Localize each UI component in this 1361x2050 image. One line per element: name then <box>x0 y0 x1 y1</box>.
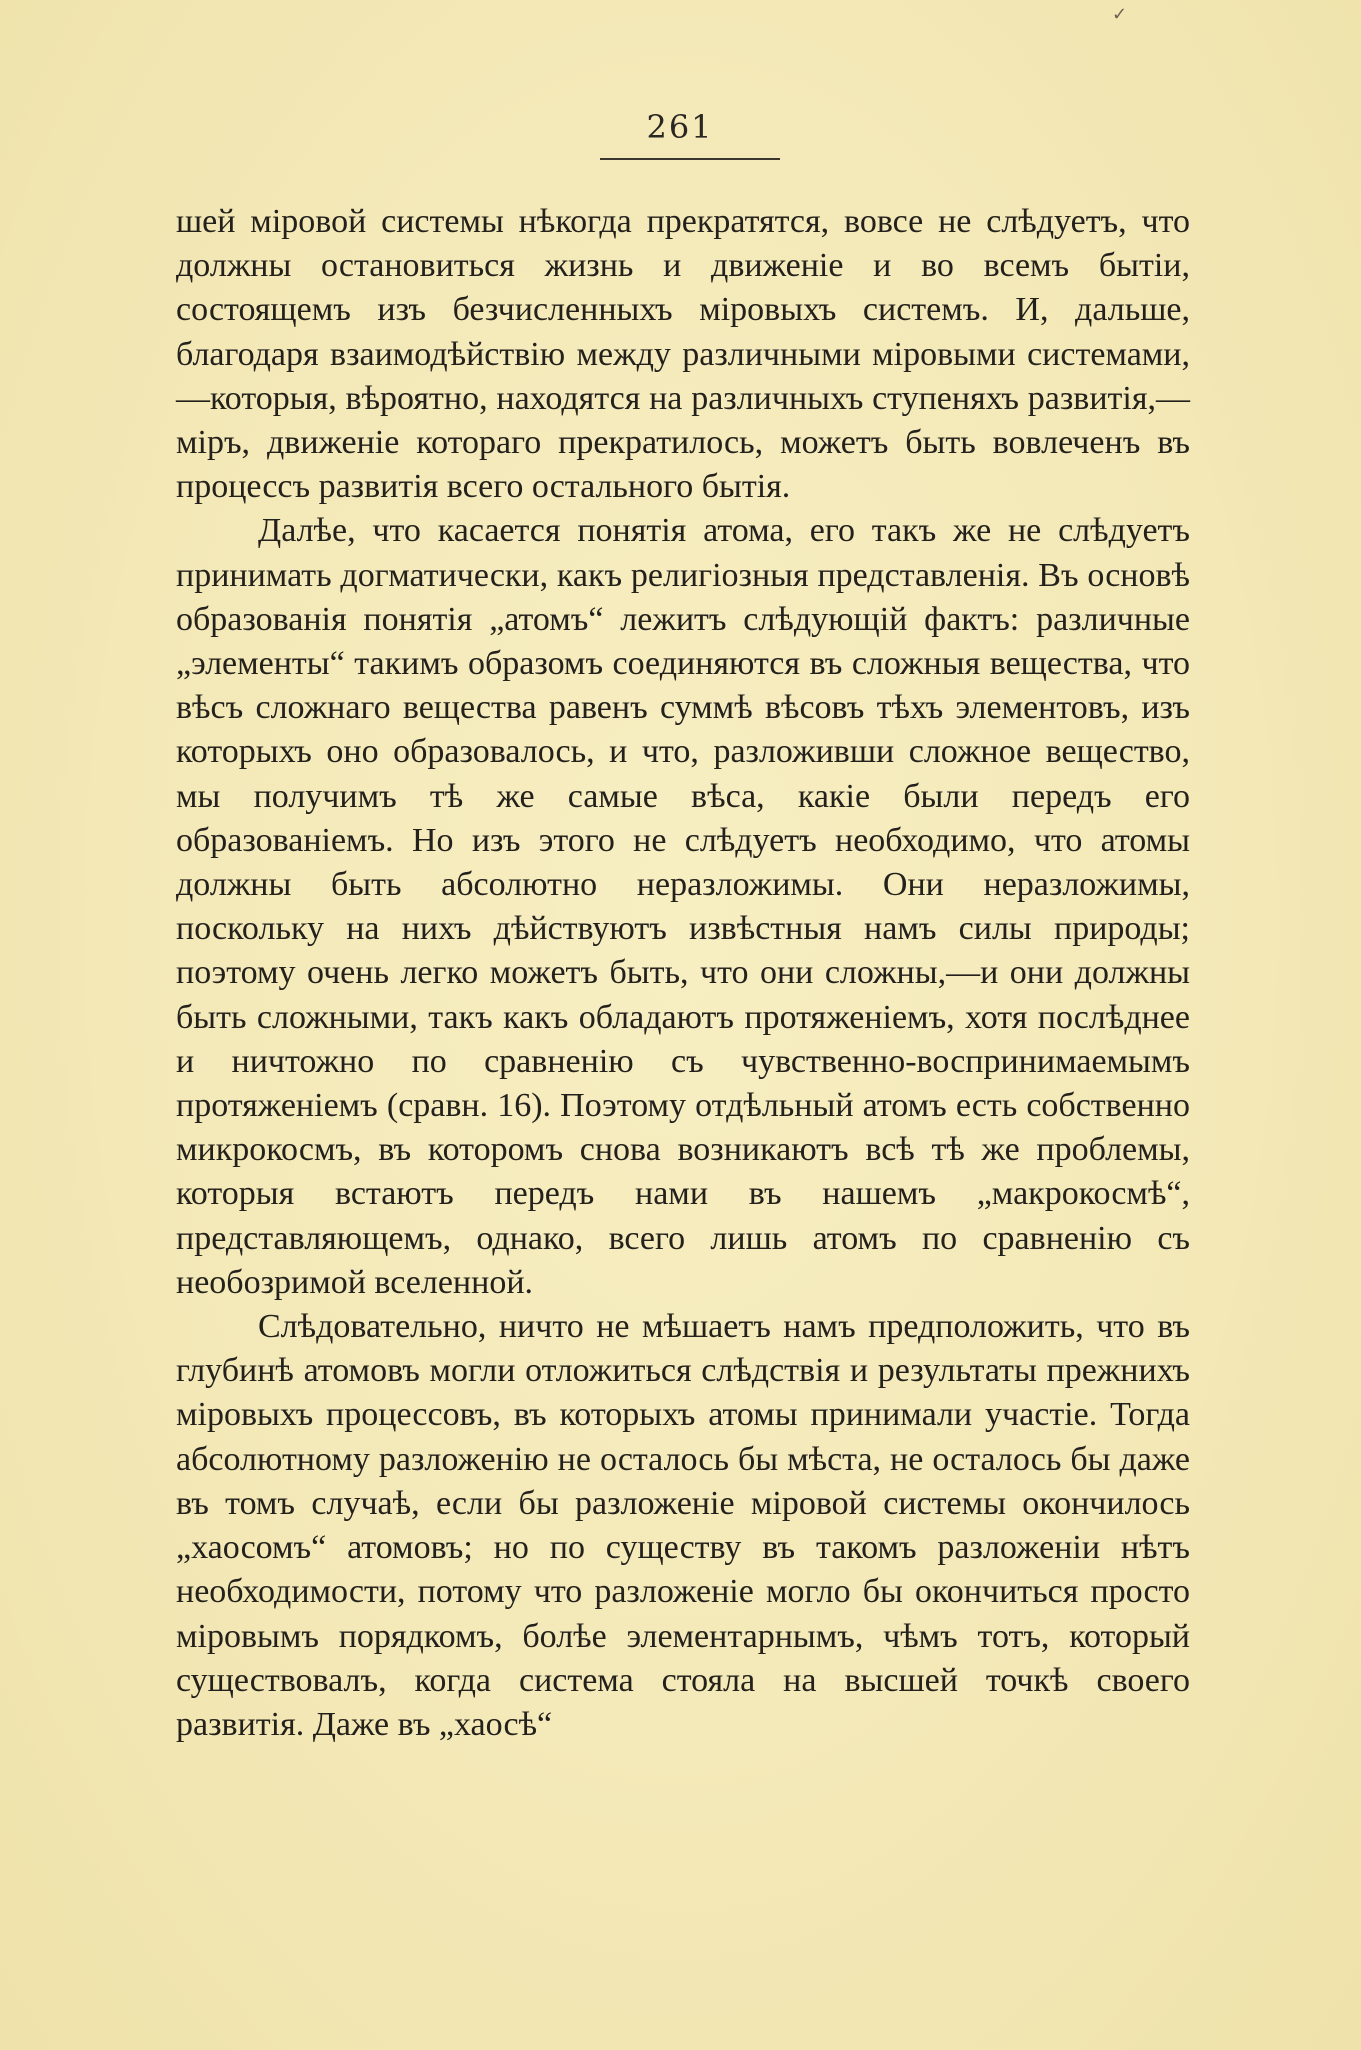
paragraph-2: Далѣе, что касается понятія атома, его такъ же не слѣдуетъ принимать догматически, какъ религіозныя представленія. Въ основѣ образованія понятія „атомъ“ лежитъ слѣдующій фактъ: различные „элементы“ такимъ образомъ соединяются въ сложныя вещества, что вѣсъ сложнаго вещества равенъ суммѣ вѣсовъ тѣхъ элементовъ, изъ которыхъ оно образовалось, и что, разложивши сложное вещество, мы получимъ тѣ же самые вѣса, какіе были передъ его образованіемъ. Но изъ этого не слѣдуетъ необходимо, что атомы должны быть абсолютно неразложимы. Они неразложимы, поскольку на нихъ дѣйствуютъ извѣстныя намъ силы природы; поэтому очень легко можетъ быть, что они сложны,—и они должны быть сложными, такъ какъ обладаютъ протяженіемъ, хотя послѣднее и ничтожно по сравненію съ чувственно-воспринимаемымъ протяженіемъ (сравн. 16). Поэтому отдѣльный атомъ есть собственно микрокосмъ, въ которомъ снова возникаютъ всѣ тѣ же проблемы, которыя встаютъ передъ нами въ нашемъ „макрокосмѣ“, представляющемъ, однако, всего лишь атомъ по сравненію съ необозримой вселенной. <box>176 512 1190 1301</box>
pencil-mark: ✓ <box>1112 4 1128 25</box>
header-rule <box>600 158 780 160</box>
paragraph-3: Слѣдовательно, ничто не мѣшаетъ намъ предположить, что въ глубинѣ атомовъ могли отложиться слѣдствія и результаты прежнихъ міровыхъ процессовъ, въ которыхъ атомы принимали участіе. Тогда абсолютному разложенію не осталось бы мѣста, не осталось бы даже въ томъ случаѣ, если бы разложеніе міровой системы окончилось „хаосомъ“ атомовъ; но по существу въ такомъ разложеніи нѣтъ необходимости, потому что разложеніе могло бы окончиться просто міровымъ порядкомъ, болѣе элементарнымъ, чѣмъ тотъ, который существовалъ, когда система стояла на высшей точкѣ своего развитія. Даже въ „хаосѣ“ <box>176 1308 1190 1743</box>
paragraph-1: шей міровой системы нѣкогда прекратятся, вовсе не слѣдуетъ, что должны остановиться жизнь и движеніе и во всемъ бытіи, состоящемъ изъ безчисленныхъ міровыхъ системъ. И, дальше, благодаря взаимодѣйствію между различными міровыми системами,—которыя, вѣроятно, находятся на различныхъ ступеняхъ развитія,—міръ, движеніе котораго прекратилось, можетъ быть вовлеченъ въ процессъ развитія всего остального бытія. <box>176 203 1190 506</box>
body-text <box>176 200 1190 1747</box>
page-number: 261 <box>646 108 714 146</box>
